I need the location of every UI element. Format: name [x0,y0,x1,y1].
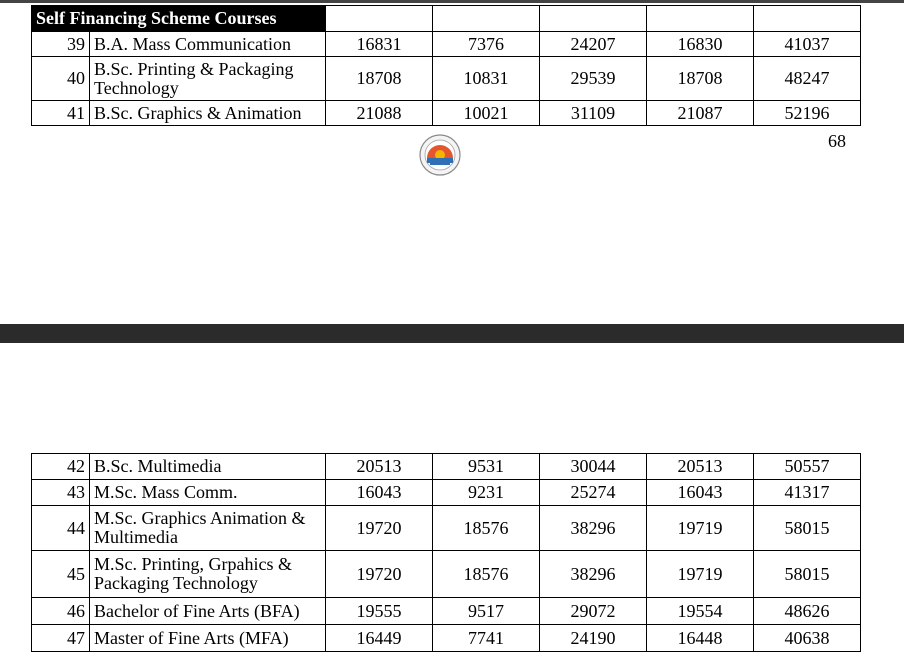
course-name-line: Technology [94,77,179,98]
fee-value: 16043 [647,480,754,506]
course-name-line: M.Sc. Printing, Grpahics & [94,554,292,574]
fee-value: 19719 [647,506,754,551]
fee-value: 30044 [540,454,647,480]
fee-value: 38296 [540,506,647,551]
fee-value: 48247 [754,57,861,101]
course-name: Bachelor of Fine Arts (BFA) [90,598,326,625]
page-gap-bar [0,324,904,343]
course-name-line: B.Sc. Printing & Packaging [94,58,294,79]
fee-value: 19555 [326,598,433,625]
section-title: Self Financing Scheme Courses [32,6,326,32]
table-row [32,551,861,598]
course-name: Master of Fine Arts (MFA) [90,625,326,652]
fee-value: 9231 [433,480,540,506]
course-name [90,506,326,551]
fee-value: 40638 [754,625,861,652]
page-top-edge [0,0,904,3]
course-name-line: Multimedia [94,527,178,547]
course-name-line: M.Sc. Graphics Animation & [94,508,306,528]
fee-value: 18708 [326,57,433,101]
fee-value: 38296 [540,551,647,598]
section-header-row [32,6,861,32]
page-number: 68 [828,131,846,151]
serial-number: 40 [32,57,90,101]
fee-value: 16449 [326,625,433,652]
fee-value: 16830 [647,32,754,57]
fee-value: 16043 [326,480,433,506]
fee-value: 21087 [647,101,754,126]
serial-number: 45 [32,551,90,598]
fee-value: 31109 [540,101,647,126]
course-name [90,57,326,101]
serial-number: 42 [32,454,90,480]
fee-value: 16831 [326,32,433,57]
table-row [32,57,861,101]
fee-value: 18576 [433,506,540,551]
fee-table-bottom [31,453,861,652]
table-row [32,454,861,480]
fee-table-top [31,5,861,126]
fee-value: 58015 [754,551,861,598]
serial-number: 44 [32,506,90,551]
table-row [32,598,861,625]
fee-value: 19719 [647,551,754,598]
fee-value: 29072 [540,598,647,625]
fee-value: 19720 [326,506,433,551]
fee-value: 18576 [433,551,540,598]
fee-value: 7741 [433,625,540,652]
fee-value: 41037 [754,32,861,57]
fee-value: 20513 [647,454,754,480]
university-seal-icon [418,133,462,177]
serial-number: 39 [32,32,90,57]
course-name: B.A. Mass Communication [90,32,326,57]
course-name: B.Sc. Multimedia [90,454,326,480]
course-name-line: Packaging Technology [94,573,258,593]
fee-value: 10021 [433,101,540,126]
fee-value: 16448 [647,625,754,652]
fee-value: 19554 [647,598,754,625]
serial-number: 41 [32,101,90,126]
fee-value: 9517 [433,598,540,625]
fee-value: 9531 [433,454,540,480]
fee-value: 21088 [326,101,433,126]
fee-value: 52196 [754,101,861,126]
serial-number: 47 [32,625,90,652]
table-row [32,506,861,551]
table-row [32,32,861,57]
fee-value: 24190 [540,625,647,652]
fee-value: 50557 [754,454,861,480]
course-name [90,551,326,598]
fee-value: 19720 [326,551,433,598]
table-row [32,480,861,506]
table-row [32,101,861,126]
fee-value: 29539 [540,57,647,101]
fee-value: 10831 [433,57,540,101]
fee-value: 18708 [647,57,754,101]
fee-value: 41317 [754,480,861,506]
serial-number: 46 [32,598,90,625]
fee-value: 25274 [540,480,647,506]
fee-value: 20513 [326,454,433,480]
fee-value: 58015 [754,506,861,551]
course-name: M.Sc. Mass Comm. [90,480,326,506]
course-name: B.Sc. Graphics & Animation [90,101,326,126]
fee-value: 24207 [540,32,647,57]
serial-number: 43 [32,480,90,506]
fee-value: 48626 [754,598,861,625]
fee-value: 7376 [433,32,540,57]
table-row [32,625,861,652]
